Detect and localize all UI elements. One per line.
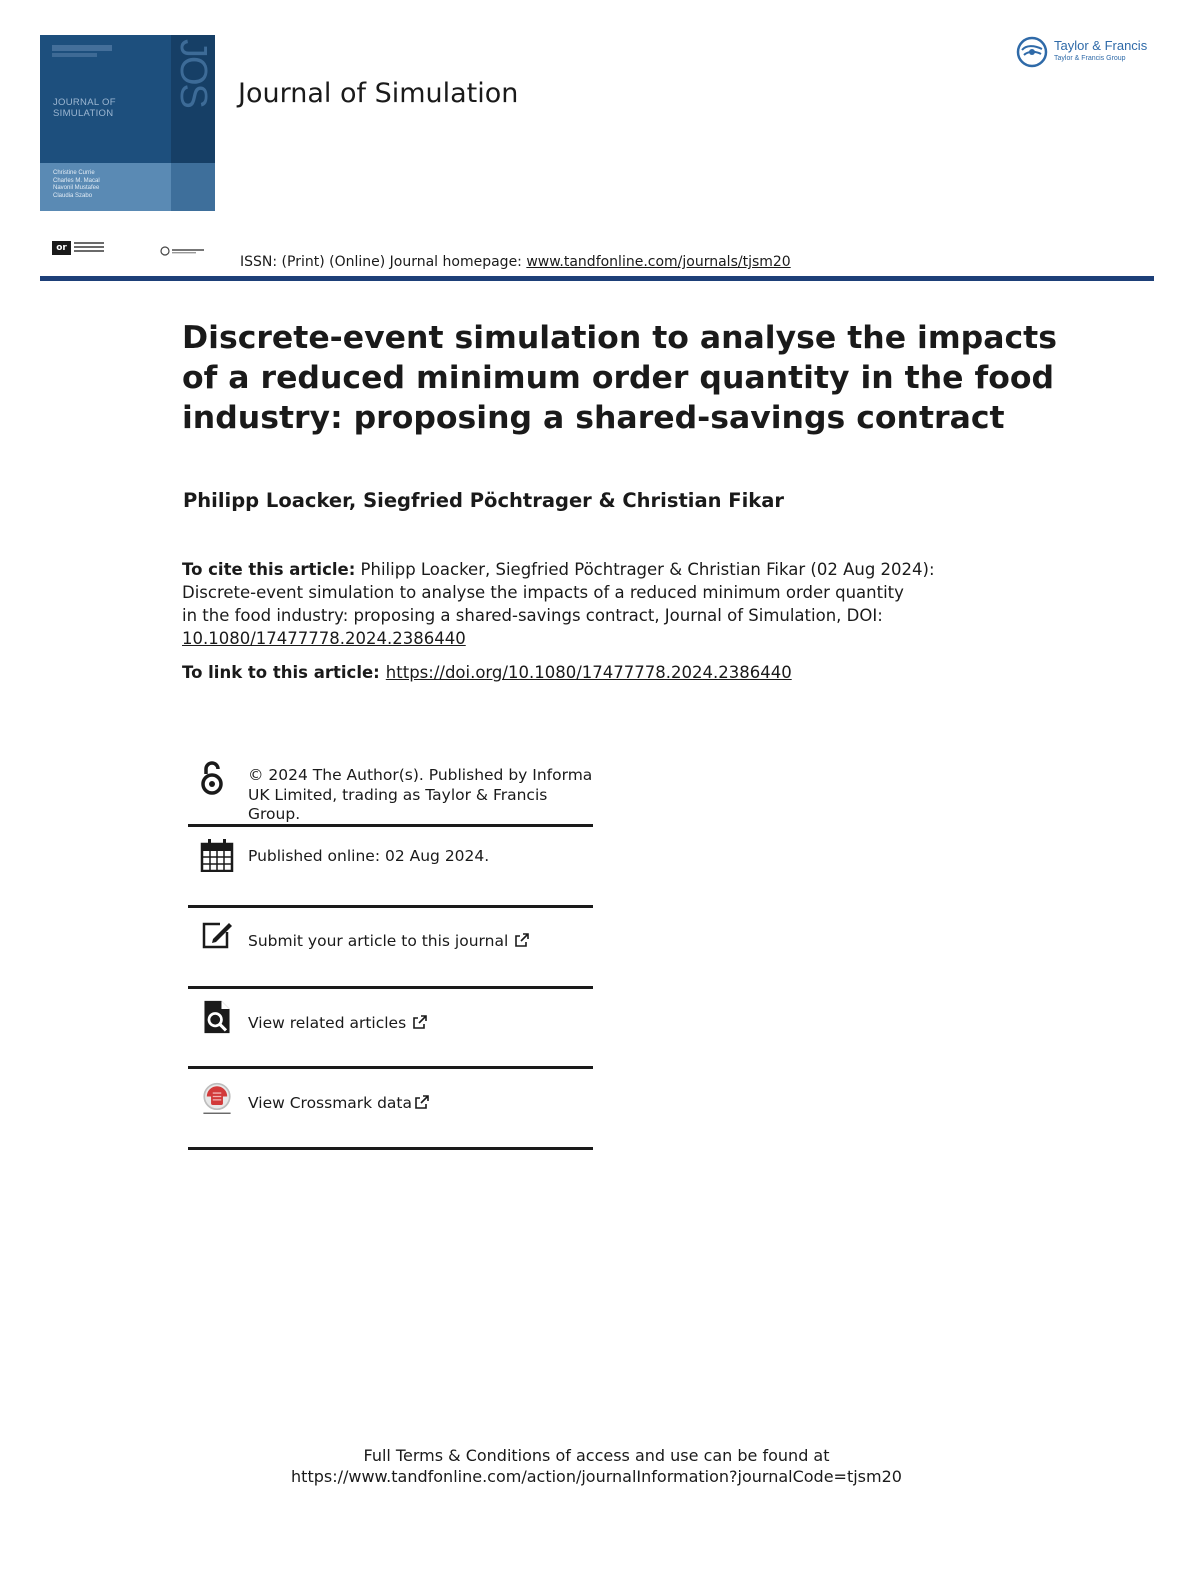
edit-icon bbox=[200, 918, 234, 952]
cover-bottom-band bbox=[171, 163, 215, 211]
doi-link[interactable]: 10.1080/17477778.2024.2386440 bbox=[182, 629, 466, 648]
crossmark-link[interactable]: View Crossmark data bbox=[248, 1094, 412, 1112]
submit-article-row[interactable] bbox=[188, 918, 593, 978]
publisher-name: Taylor & Francis bbox=[1054, 38, 1148, 53]
issn-line: ISSN: (Print) (Online) Journal homepage: www.tandfonline.com/journals/tjsm20 bbox=[240, 254, 791, 270]
link-label: To link to this article: bbox=[182, 663, 380, 682]
published-row bbox=[188, 838, 593, 898]
cite-label: To cite this article: bbox=[182, 560, 356, 579]
terms-url[interactable]: https://www.tandfonline.com/action/journalInformation?journalCode=tjsm20 bbox=[291, 1467, 902, 1486]
panel-divider bbox=[188, 1147, 593, 1150]
cover-editors: Christine Currie Charles M. Macal Navonil Mustafee Claudia Szabo bbox=[53, 170, 100, 199]
published-date: Published online: 02 Aug 2024. bbox=[248, 847, 490, 865]
taylor-francis-logo bbox=[1016, 36, 1156, 70]
article-doi-url[interactable]: https://doi.org/10.1080/17477778.2024.2386440 bbox=[385, 663, 792, 682]
external-link-icon bbox=[412, 1014, 428, 1030]
terms-footer: Full Terms & Conditions of access and use can be found at https://www.tandfonline.com/action/journalInformation?journalCode=tjsm20 bbox=[0, 1445, 1193, 1487]
panel-divider bbox=[188, 905, 593, 908]
cover-header-text bbox=[52, 53, 97, 57]
calendar-icon bbox=[200, 838, 234, 872]
related-articles-link[interactable]: View related articles bbox=[248, 1014, 407, 1032]
article-title: Discrete-event simulation to analyse the impacts of a reduced minimum order quantity in the food industry: proposing a shared-savings contract bbox=[182, 320, 1057, 436]
header-divider bbox=[40, 276, 1154, 281]
article-authors: Philipp Loacker, Siegfried Pöchtrager & Christian Fikar bbox=[183, 489, 785, 512]
related-articles-row[interactable] bbox=[188, 1000, 593, 1060]
journal-cover bbox=[40, 35, 215, 211]
article-link-line bbox=[182, 663, 792, 682]
open-access-row: © 2024 The Author(s). Published by Informa UK Limited, trading as Taylor & Francis Group. bbox=[188, 758, 593, 824]
panel-divider bbox=[188, 824, 593, 827]
external-link-icon bbox=[414, 1094, 430, 1110]
crossmark-row[interactable] bbox=[188, 1080, 593, 1140]
cover-spine-text: JOS bbox=[172, 39, 214, 107]
journal-homepage-link[interactable]: www.tandfonline.com/journals/tjsm20 bbox=[526, 254, 791, 270]
crossmark-icon bbox=[200, 1082, 234, 1116]
panel-divider bbox=[188, 1066, 593, 1069]
taylor-francis-small-logo bbox=[160, 246, 206, 256]
publisher-subtitle: Taylor & Francis Group bbox=[1054, 55, 1126, 62]
panel-divider bbox=[188, 986, 593, 989]
taylor-francis-icon bbox=[1016, 36, 1048, 68]
or-society-logo-mark: or bbox=[52, 241, 71, 255]
citation-block: To cite this article: Philipp Loacker, Siegfried Pöchtrager & Christian Fikar (02 Aug 2024): Discrete-event simulation to analyse the impacts of a reduced minimum order quantity in the food industry: proposing a shared-savings contract, Journal of Simulation, DOI: 10.1080/17477778.2024.2386440 bbox=[182, 560, 935, 648]
cover-header-text bbox=[52, 45, 112, 51]
external-link-icon bbox=[514, 932, 530, 948]
submit-article-link[interactable]: Submit your article to this journal bbox=[248, 932, 509, 950]
journal-name: Journal of Simulation bbox=[238, 78, 519, 109]
open-access-icon bbox=[198, 760, 226, 796]
cover-title: JOURNAL OF SIMULATION bbox=[53, 97, 116, 119]
related-articles-icon bbox=[200, 1000, 234, 1034]
or-society-logo bbox=[52, 239, 107, 259]
